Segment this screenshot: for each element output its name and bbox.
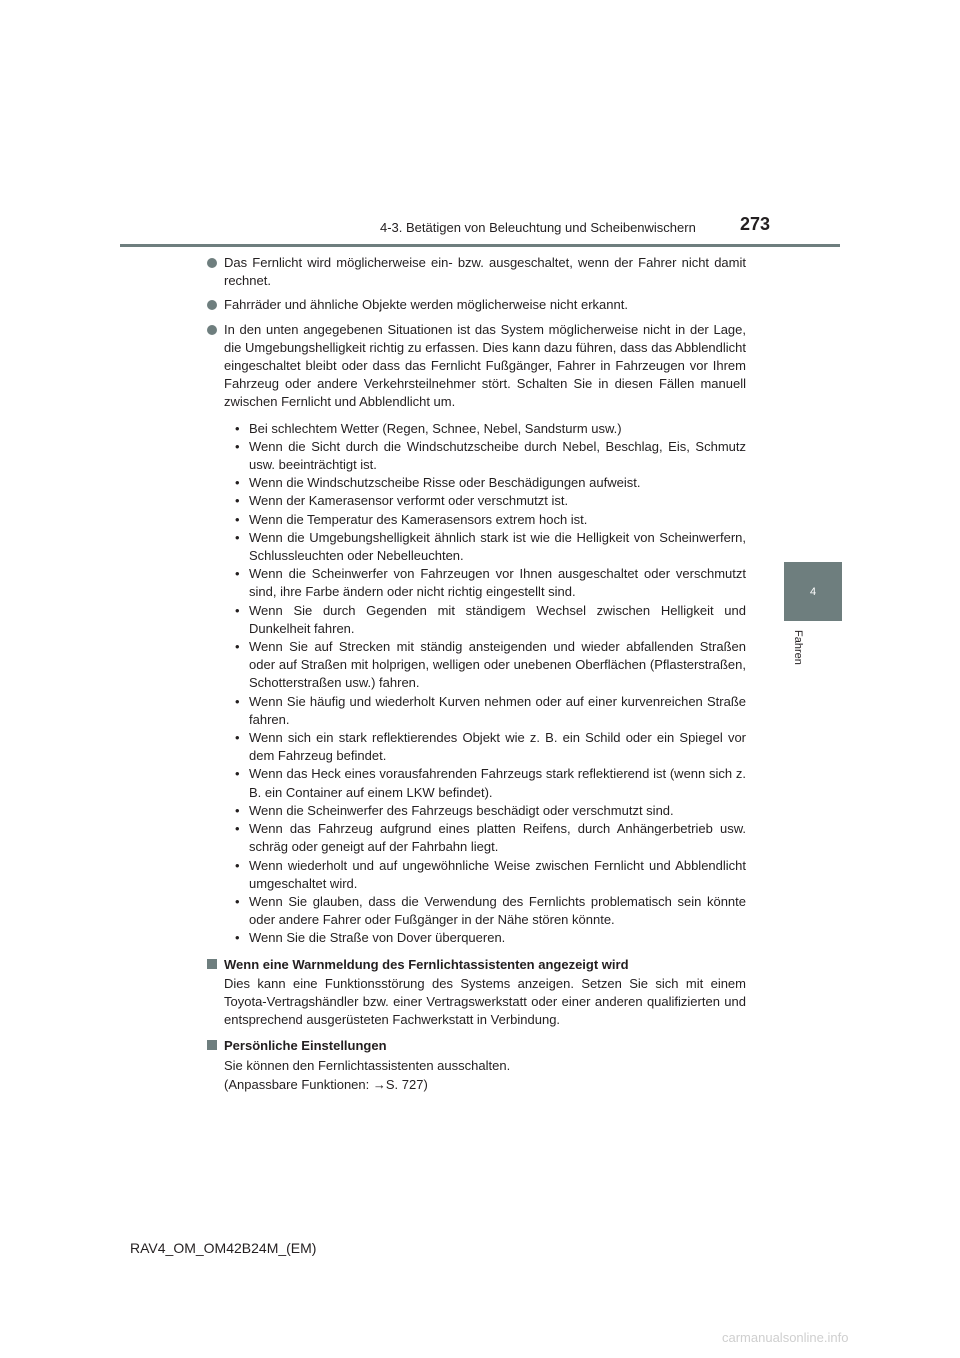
bullet-icon: • — [235, 566, 240, 582]
list-item — [235, 729, 746, 765]
list-item — [235, 802, 746, 820]
item-text: In den unten angegebenen Situationen ist das System möglicherweise nicht in der Lage, die Umgebungshelligkeit richtig zu erfassen. Dies kann dazu führen, dass das Abblendlicht eingeschaltet bleibt oder dass das Fernlicht Fußgänger, Fahrer in Fahrzeugen vor Ihrem Fahrzeug oder andere Verkehrsteilnehmer stört. Schalten Sie in diesen Fällen manuell zwischen Fernlicht und Abblendlicht um. — [224, 321, 746, 410]
list-item — [235, 511, 746, 529]
list-item — [235, 529, 746, 565]
item-text: Wenn die Scheinwerfer des Fahrzeugs beschädigt oder verschmutzt sind. — [249, 802, 674, 818]
item-text: Wenn sich ein stark reflektierendes Objekt wie z. B. ein Schild oder ein Spiegel vor dem Fahrzeug befindet. — [249, 730, 746, 764]
settings-section-line2[interactable]: (Anpassbare Funktionen: →S. 727) — [224, 1076, 428, 1092]
bullet-icon: • — [235, 730, 240, 746]
item-text: Wenn die Umgebungshelligkeit ähnlich stark ist wie die Helligkeit von Scheinwerfern, Schlussleuchten oder Nebelleuchten. — [249, 529, 746, 564]
chapter-tab[interactable] — [784, 562, 842, 621]
square-bullet-icon — [207, 1040, 217, 1050]
chapter-label: Fahren — [792, 630, 804, 665]
item-text: Wenn Sie die Straße von Dover überqueren. — [249, 930, 506, 946]
section-title: 4-3. Betätigen von Beleuchtung und Scheibenwischern — [380, 220, 696, 235]
item-text: Das Fernlicht wird möglicherweise ein- bzw. ausgeschaltet, wenn der Fahrer nicht damit rechnet. — [224, 255, 746, 289]
round-bullet-icon — [207, 300, 217, 310]
item-text: Wenn Sie auf Strecken mit ständig ansteigenden und wieder abfallenden Straßen oder auf Straßen mit holprigen, welligen oder unebenen Oberflächen (Pflasterstraßen, Schotterstraßen usw.) fahren. — [249, 639, 746, 691]
list-item — [235, 492, 746, 510]
list-item — [235, 420, 746, 438]
list-item — [235, 765, 746, 801]
bullet-icon: • — [235, 529, 240, 545]
list-item — [235, 893, 746, 929]
bullet-icon: • — [235, 893, 240, 909]
bullet-icon: • — [235, 475, 240, 491]
item-text: Wenn Sie glauben, dass die Verwendung des Fernlichts problematisch sein könnte oder andere Fahrer oder Fußgänger in der Nähe stören könnte. — [249, 893, 746, 928]
watermark: carmanualsonline.info — [722, 1330, 849, 1345]
list-item — [206, 254, 746, 290]
round-bullet-icon — [207, 258, 217, 268]
list-item — [206, 321, 746, 412]
item-text: Fahrräder und ähnliche Objekte werden möglicherweise nicht erkannt. — [224, 297, 628, 313]
list-item — [235, 474, 746, 492]
bullet-icon: • — [235, 693, 240, 709]
list-item — [235, 602, 746, 638]
list-item — [235, 565, 746, 601]
item-text: Wenn die Temperatur des Kamerasensors extrem hoch ist. — [249, 511, 588, 527]
bullet-icon: • — [235, 438, 240, 454]
list-item — [235, 820, 746, 856]
page-number: 273 — [740, 214, 771, 234]
bullet-icon: • — [235, 821, 240, 837]
round-bullet-icon — [207, 325, 217, 335]
square-bullet-icon — [207, 959, 217, 969]
page-content — [206, 254, 746, 1094]
settings-section-title: Persönliche Einstellungen — [224, 1038, 387, 1054]
list-item — [206, 296, 746, 314]
situations-list — [206, 420, 746, 948]
warning-section-body: Dies kann eine Funktionsstörung des Systems anzeigen. Setzen Sie sich mit einem Toyota-Vertragshändler bzw. einer Vertragswerkstatt oder einer anderen qualifizierten und entsprechend ausgerüsteten Fachwerkstatt in Verbindung. — [224, 975, 746, 1028]
item-text: Wenn wiederholt und auf ungewöhnliche Weise zwischen Fernlicht und Abblendlicht umgeschaltet wird. — [249, 857, 746, 891]
bullet-icon: • — [235, 420, 240, 436]
list-item — [235, 929, 746, 947]
bullet-icon: • — [235, 639, 240, 655]
item-text: Wenn Sie häufig und wiederholt Kurven nehmen oder auf einer kurvenreichen Straße fahren. — [249, 693, 746, 727]
chapter-number: 4 — [809, 585, 817, 598]
item-text: Wenn das Fahrzeug aufgrund eines platten Reifens, durch Anhängerbetrieb usw. schräg oder geneigt auf der Fahrbahn liegt. — [249, 821, 746, 855]
header-rule — [120, 244, 840, 247]
warning-section — [206, 956, 746, 1030]
bullet-icon: • — [235, 493, 240, 509]
settings-section — [206, 1037, 746, 1094]
item-text: Wenn Sie durch Gegenden mit ständigem Wechsel zwischen Helligkeit und Dunkelheit fahren. — [249, 602, 746, 636]
bullet-icon: • — [235, 511, 240, 527]
list-item — [235, 857, 746, 893]
list-item — [235, 638, 746, 693]
warning-section-title: Wenn eine Warnmeldung des Fernlichtassistenten angezeigt wird — [224, 956, 629, 972]
list-item — [235, 693, 746, 729]
bullet-icon: • — [235, 766, 240, 782]
item-text: Bei schlechtem Wetter (Regen, Schnee, Nebel, Sandsturm usw.) — [249, 420, 622, 436]
list-item — [235, 438, 746, 474]
item-text: Wenn der Kamerasensor verformt oder verschmutzt ist. — [249, 493, 569, 509]
bullet-icon: • — [235, 930, 240, 946]
item-text: Wenn die Sicht durch die Windschutzscheibe durch Nebel, Beschlag, Eis, Schmutz usw. beeinträchtigt ist. — [249, 438, 746, 473]
bullet-icon: • — [235, 802, 240, 818]
bullet-icon: • — [235, 857, 240, 873]
item-text: Wenn die Scheinwerfer von Fahrzeugen vor Ihnen ausgeschaltet oder verschmutzt sind, ihre Farbe ändern oder nicht richtig eingestellt sind. — [249, 566, 746, 600]
item-text: Wenn die Windschutzscheibe Risse oder Beschädigungen aufweist. — [249, 475, 641, 491]
settings-section-line1: Sie können den Fernlichtassistenten ausschalten. — [224, 1057, 511, 1073]
bullet-icon: • — [235, 602, 240, 618]
item-text: Wenn das Heck eines vorausfahrenden Fahrzeugs stark reflektierend ist (wenn sich z. B. ein Container auf einem LKW befindet). — [249, 766, 746, 800]
document-code: RAV4_OM_OM42B24M_(EM) — [130, 1240, 317, 1256]
